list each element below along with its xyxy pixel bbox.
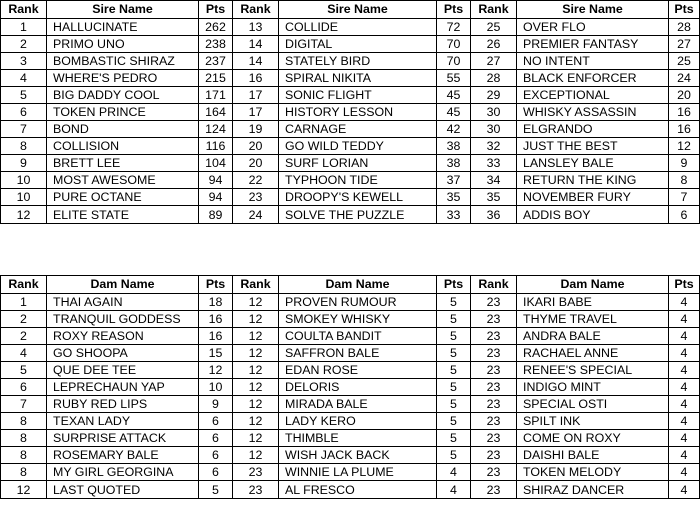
dam-name-header: Dam Name xyxy=(47,276,199,294)
sire-name-cell: PURE OCTANE xyxy=(47,189,199,206)
table-row xyxy=(1,413,700,430)
sire-name-cell: MOST AWESOME xyxy=(47,172,199,189)
rank-cell: 6 xyxy=(1,379,47,396)
pts-cell: 5 xyxy=(437,447,471,464)
dam-name-cell: AL FRESCO xyxy=(279,481,437,499)
pts-cell: 7 xyxy=(669,189,700,206)
pts-cell: 12 xyxy=(199,362,233,379)
rank-cell: 16 xyxy=(233,70,279,87)
pts-cell: 94 xyxy=(199,189,233,206)
sire-name-cell: NOVEMBER FURY xyxy=(517,189,669,206)
table-row xyxy=(1,104,700,121)
sire-name-cell: SPIRAL NIKITA xyxy=(279,70,437,87)
sire-name-cell: EXCEPTIONAL xyxy=(517,87,669,104)
rank-cell: 23 xyxy=(233,189,279,206)
rank-header: Rank xyxy=(471,276,517,294)
pts-cell: 6 xyxy=(199,447,233,464)
dam-name-cell: GO SHOOPA xyxy=(47,345,199,362)
rank-cell: 12 xyxy=(233,396,279,413)
rank-header: Rank xyxy=(233,276,279,294)
pts-cell: 42 xyxy=(437,121,471,138)
dam-name-cell: DAISHI BALE xyxy=(517,447,669,464)
rank-cell: 23 xyxy=(471,345,517,362)
pts-cell: 9 xyxy=(199,396,233,413)
table-row xyxy=(1,464,700,481)
rank-cell: 5 xyxy=(1,87,47,104)
dam-name-cell: LAST QUOTED xyxy=(47,481,199,499)
pts-cell: 18 xyxy=(199,294,233,311)
rank-cell: 12 xyxy=(1,481,47,499)
dam-name-cell: IKARI BABE xyxy=(517,294,669,311)
pts-cell: 38 xyxy=(437,155,471,172)
rank-cell: 14 xyxy=(233,53,279,70)
table-row xyxy=(1,19,700,36)
pts-cell: 4 xyxy=(669,362,700,379)
pts-cell: 38 xyxy=(437,138,471,155)
pts-header: Pts xyxy=(437,276,471,294)
rank-cell: 13 xyxy=(233,19,279,36)
pts-cell: 5 xyxy=(437,345,471,362)
dam-name-cell: SPECIAL OSTI xyxy=(517,396,669,413)
rank-cell: 23 xyxy=(471,413,517,430)
rank-cell: 9 xyxy=(1,155,47,172)
dam-name-cell: SHIRAZ DANCER xyxy=(517,481,669,499)
pts-cell: 5 xyxy=(437,413,471,430)
pts-cell: 89 xyxy=(199,206,233,224)
dam-name-cell: INDIGO MINT xyxy=(517,379,669,396)
dam-name-header: Dam Name xyxy=(279,276,437,294)
pts-cell: 45 xyxy=(437,87,471,104)
sire-name-header: Sire Name xyxy=(517,1,669,19)
dam-name-cell: MY GIRL GEORGINA xyxy=(47,464,199,481)
sire-name-cell: NO INTENT xyxy=(517,53,669,70)
rank-cell: 23 xyxy=(471,294,517,311)
sire-name-cell: DIGITAL xyxy=(279,36,437,53)
table-row xyxy=(1,447,700,464)
pts-cell: 12 xyxy=(669,138,700,155)
sire-name-cell: COLLISION xyxy=(47,138,199,155)
pts-cell: 4 xyxy=(669,396,700,413)
rank-cell: 8 xyxy=(1,464,47,481)
pts-cell: 171 xyxy=(199,87,233,104)
pts-header: Pts xyxy=(437,1,471,19)
sire-name-cell: SURF LORIAN xyxy=(279,155,437,172)
rank-cell: 1 xyxy=(1,19,47,36)
dam-rankings-table xyxy=(0,275,700,499)
dam-name-cell: RACHAEL ANNE xyxy=(517,345,669,362)
rank-cell: 6 xyxy=(1,104,47,121)
sire-name-cell: LANSLEY BALE xyxy=(517,155,669,172)
table-row xyxy=(1,189,700,206)
rank-cell: 25 xyxy=(471,19,517,36)
rank-cell: 23 xyxy=(233,464,279,481)
dam-name-cell: COME ON ROXY xyxy=(517,430,669,447)
pts-cell: 5 xyxy=(437,311,471,328)
table-row xyxy=(1,121,700,138)
rank-cell: 12 xyxy=(233,362,279,379)
pts-cell: 6 xyxy=(199,464,233,481)
pts-cell: 16 xyxy=(669,121,700,138)
rank-cell: 33 xyxy=(471,155,517,172)
rank-cell: 2 xyxy=(1,36,47,53)
rank-header: Rank xyxy=(471,1,517,19)
rank-cell: 20 xyxy=(233,138,279,155)
rank-cell: 23 xyxy=(471,447,517,464)
pts-cell: 5 xyxy=(437,430,471,447)
rank-cell: 19 xyxy=(233,121,279,138)
rank-cell: 12 xyxy=(233,430,279,447)
rank-cell: 23 xyxy=(233,481,279,499)
rank-cell: 7 xyxy=(1,396,47,413)
rank-cell: 30 xyxy=(471,104,517,121)
rank-cell: 12 xyxy=(233,447,279,464)
sire-name-cell: ELGRANDO xyxy=(517,121,669,138)
rank-cell: 12 xyxy=(233,413,279,430)
pts-cell: 237 xyxy=(199,53,233,70)
sire-name-header: Sire Name xyxy=(47,1,199,19)
dam-name-cell: RENEE'S SPECIAL xyxy=(517,362,669,379)
sire-name-cell: DROOPY'S KEWELL xyxy=(279,189,437,206)
pts-header: Pts xyxy=(199,276,233,294)
table-row xyxy=(1,53,700,70)
pts-cell: 25 xyxy=(669,53,700,70)
sire-name-cell: SOLVE THE PUZZLE xyxy=(279,206,437,224)
rank-cell: 12 xyxy=(1,206,47,224)
rank-cell: 17 xyxy=(233,104,279,121)
pts-cell: 20 xyxy=(669,87,700,104)
rank-cell: 12 xyxy=(233,328,279,345)
dam-name-cell: WINNIE LA PLUME xyxy=(279,464,437,481)
rank-cell: 32 xyxy=(471,138,517,155)
dam-name-cell: SMOKEY WHISKY xyxy=(279,311,437,328)
pts-cell: 262 xyxy=(199,19,233,36)
pts-cell: 16 xyxy=(199,311,233,328)
rank-cell: 8 xyxy=(1,430,47,447)
pts-cell: 215 xyxy=(199,70,233,87)
rank-cell: 10 xyxy=(1,172,47,189)
pts-cell: 33 xyxy=(437,206,471,224)
rank-cell: 30 xyxy=(471,121,517,138)
rank-cell: 12 xyxy=(233,294,279,311)
rank-cell: 23 xyxy=(471,362,517,379)
table-row xyxy=(1,481,700,499)
rank-cell: 3 xyxy=(1,53,47,70)
dam-name-cell: QUE DEE TEE xyxy=(47,362,199,379)
table-row xyxy=(1,294,700,311)
pts-cell: 4 xyxy=(669,430,700,447)
pts-cell: 70 xyxy=(437,53,471,70)
sire-name-cell: SONIC FLIGHT xyxy=(279,87,437,104)
table-row xyxy=(1,206,700,224)
table-row xyxy=(1,36,700,53)
dam-name-cell: TEXAN LADY xyxy=(47,413,199,430)
pts-cell: 6 xyxy=(669,206,700,224)
dam-name-cell: THAI AGAIN xyxy=(47,294,199,311)
pts-cell: 27 xyxy=(669,36,700,53)
sire-name-cell: CARNAGE xyxy=(279,121,437,138)
pts-cell: 5 xyxy=(199,481,233,499)
pts-cell: 70 xyxy=(437,36,471,53)
rank-cell: 36 xyxy=(471,206,517,224)
rank-header: Rank xyxy=(1,276,47,294)
rank-cell: 1 xyxy=(1,294,47,311)
pts-cell: 10 xyxy=(199,379,233,396)
dam-name-cell: RUBY RED LIPS xyxy=(47,396,199,413)
rank-cell: 26 xyxy=(471,36,517,53)
dam-name-cell: WISH JACK BACK xyxy=(279,447,437,464)
pts-cell: 6 xyxy=(199,413,233,430)
pts-cell: 4 xyxy=(437,464,471,481)
pts-cell: 4 xyxy=(669,447,700,464)
rank-cell: 17 xyxy=(233,87,279,104)
pts-cell: 37 xyxy=(437,172,471,189)
pts-cell: 104 xyxy=(199,155,233,172)
rank-cell: 4 xyxy=(1,70,47,87)
dam-name-cell: LADY KERO xyxy=(279,413,437,430)
rank-cell: 20 xyxy=(233,155,279,172)
table-row xyxy=(1,311,700,328)
dam-name-cell: SPILT INK xyxy=(517,413,669,430)
sire-name-cell: ELITE STATE xyxy=(47,206,199,224)
rank-cell: 12 xyxy=(233,379,279,396)
pts-cell: 4 xyxy=(669,294,700,311)
dam-name-cell: THYME TRAVEL xyxy=(517,311,669,328)
rank-cell: 2 xyxy=(1,311,47,328)
pts-cell: 15 xyxy=(199,345,233,362)
dam-name-cell: PROVEN RUMOUR xyxy=(279,294,437,311)
rank-cell: 2 xyxy=(1,328,47,345)
rank-cell: 23 xyxy=(471,328,517,345)
dam-name-cell: ANDRA BALE xyxy=(517,328,669,345)
pts-cell: 16 xyxy=(669,104,700,121)
pts-cell: 4 xyxy=(669,328,700,345)
dam-name-cell: DELORIS xyxy=(279,379,437,396)
sire-name-cell: OVER FLO xyxy=(517,19,669,36)
pts-cell: 238 xyxy=(199,36,233,53)
pts-cell: 35 xyxy=(437,189,471,206)
rank-cell: 12 xyxy=(233,345,279,362)
rank-cell: 23 xyxy=(471,396,517,413)
rank-cell: 12 xyxy=(233,311,279,328)
pts-header: Pts xyxy=(199,1,233,19)
pts-cell: 4 xyxy=(669,379,700,396)
dam-name-cell: TRANQUIL GODDESS xyxy=(47,311,199,328)
dam-name-cell: SAFFRON BALE xyxy=(279,345,437,362)
pts-cell: 4 xyxy=(669,481,700,499)
table-row xyxy=(1,379,700,396)
rank-cell: 29 xyxy=(471,87,517,104)
table-row xyxy=(1,430,700,447)
dam-name-cell: EDAN ROSE xyxy=(279,362,437,379)
rank-cell: 23 xyxy=(471,481,517,499)
rank-cell: 23 xyxy=(471,430,517,447)
sire-name-cell: BOMBASTIC SHIRAZ xyxy=(47,53,199,70)
pts-cell: 6 xyxy=(199,430,233,447)
pts-cell: 72 xyxy=(437,19,471,36)
table-row xyxy=(1,138,700,155)
sire-rankings-table xyxy=(0,0,700,224)
pts-cell: 5 xyxy=(437,328,471,345)
table-row xyxy=(1,345,700,362)
dam-name-cell: TOKEN MELODY xyxy=(517,464,669,481)
rank-cell: 23 xyxy=(471,311,517,328)
dam-name-cell: SURPRISE ATTACK xyxy=(47,430,199,447)
dam-name-cell: MIRADA BALE xyxy=(279,396,437,413)
table-header-row xyxy=(1,276,700,294)
rank-cell: 8 xyxy=(1,138,47,155)
rank-header: Rank xyxy=(1,1,47,19)
pts-cell: 4 xyxy=(669,413,700,430)
rank-cell: 23 xyxy=(471,464,517,481)
rank-cell: 10 xyxy=(1,189,47,206)
pts-header: Pts xyxy=(669,276,700,294)
sire-name-cell: ADDIS BOY xyxy=(517,206,669,224)
sire-name-cell: GO WILD TEDDY xyxy=(279,138,437,155)
table-row xyxy=(1,396,700,413)
pts-cell: 45 xyxy=(437,104,471,121)
pts-header: Pts xyxy=(669,1,700,19)
rank-cell: 8 xyxy=(1,447,47,464)
pts-cell: 5 xyxy=(437,396,471,413)
sire-name-cell: WHISKY ASSASSIN xyxy=(517,104,669,121)
sire-name-cell: COLLIDE xyxy=(279,19,437,36)
sire-name-cell: BLACK ENFORCER xyxy=(517,70,669,87)
dam-name-cell: LEPRECHAUN YAP xyxy=(47,379,199,396)
table-row xyxy=(1,155,700,172)
table-row xyxy=(1,87,700,104)
sire-name-cell: STATELY BIRD xyxy=(279,53,437,70)
pts-cell: 164 xyxy=(199,104,233,121)
pts-cell: 9 xyxy=(669,155,700,172)
sire-name-cell: TOKEN PRINCE xyxy=(47,104,199,121)
table-row xyxy=(1,328,700,345)
pts-cell: 4 xyxy=(669,345,700,362)
sire-name-cell: TYPHOON TIDE xyxy=(279,172,437,189)
rank-cell: 8 xyxy=(1,413,47,430)
rank-cell: 28 xyxy=(471,70,517,87)
pts-cell: 5 xyxy=(437,379,471,396)
sire-name-cell: BIG DADDY COOL xyxy=(47,87,199,104)
sire-name-cell: BOND xyxy=(47,121,199,138)
sire-name-cell: HALLUCINATE xyxy=(47,19,199,36)
pts-cell: 24 xyxy=(669,70,700,87)
pts-cell: 124 xyxy=(199,121,233,138)
sire-name-cell: BRETT LEE xyxy=(47,155,199,172)
rank-header: Rank xyxy=(233,1,279,19)
pts-cell: 8 xyxy=(669,172,700,189)
dam-name-cell: THIMBLE xyxy=(279,430,437,447)
sire-name-cell: HISTORY LESSON xyxy=(279,104,437,121)
rank-cell: 34 xyxy=(471,172,517,189)
table-header-row xyxy=(1,1,700,19)
pts-cell: 28 xyxy=(669,19,700,36)
table-row xyxy=(1,362,700,379)
rank-cell: 4 xyxy=(1,345,47,362)
pts-cell: 94 xyxy=(199,172,233,189)
rank-cell: 27 xyxy=(471,53,517,70)
pts-cell: 4 xyxy=(669,464,700,481)
rank-cell: 5 xyxy=(1,362,47,379)
sire-name-cell: WHERE'S PEDRO xyxy=(47,70,199,87)
rank-cell: 35 xyxy=(471,189,517,206)
sire-name-cell: PREMIER FANTASY xyxy=(517,36,669,53)
pts-cell: 55 xyxy=(437,70,471,87)
table-row xyxy=(1,70,700,87)
pts-cell: 16 xyxy=(199,328,233,345)
rank-cell: 14 xyxy=(233,36,279,53)
pts-cell: 116 xyxy=(199,138,233,155)
pts-cell: 5 xyxy=(437,362,471,379)
pts-cell: 4 xyxy=(437,481,471,499)
rank-cell: 7 xyxy=(1,121,47,138)
sire-name-header: Sire Name xyxy=(279,1,437,19)
dam-name-header: Dam Name xyxy=(517,276,669,294)
dam-name-cell: ROXY REASON xyxy=(47,328,199,345)
table-row xyxy=(1,172,700,189)
pts-cell: 4 xyxy=(669,311,700,328)
sire-name-cell: JUST THE BEST xyxy=(517,138,669,155)
pts-cell: 5 xyxy=(437,294,471,311)
sire-name-cell: PRIMO UNO xyxy=(47,36,199,53)
rank-cell: 22 xyxy=(233,172,279,189)
sire-name-cell: RETURN THE KING xyxy=(517,172,669,189)
rank-cell: 24 xyxy=(233,206,279,224)
dam-name-cell: COULTA BANDIT xyxy=(279,328,437,345)
rank-cell: 23 xyxy=(471,379,517,396)
dam-name-cell: ROSEMARY BALE xyxy=(47,447,199,464)
